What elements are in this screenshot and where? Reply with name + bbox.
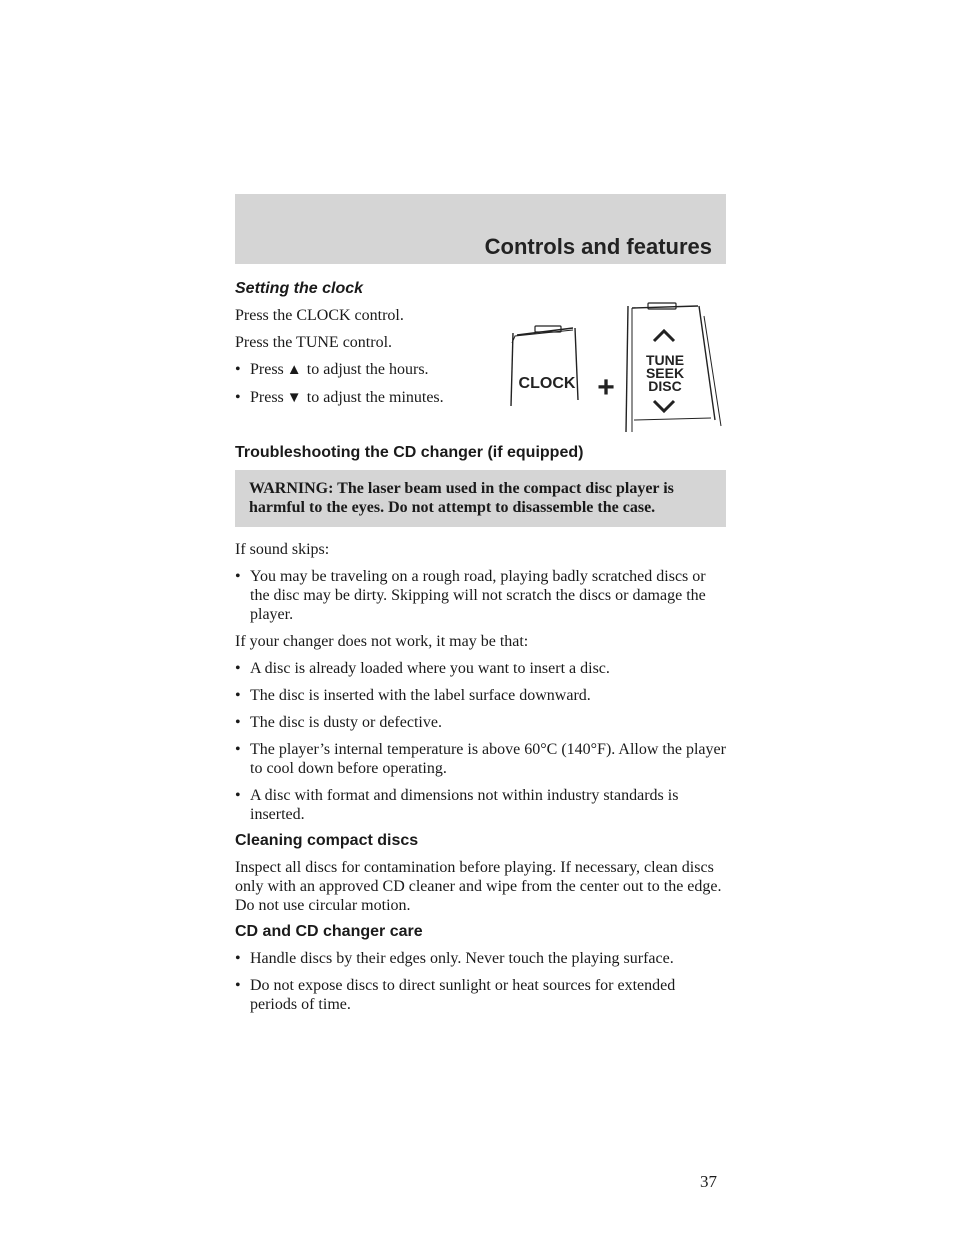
list-item: • You may be traveling on a rough road, playing badly scratched discs or the disc may be dirty. Skipping will not scratch the discs or damage the player.: [235, 567, 726, 624]
troubleshooting-heading: Troubleshooting the CD changer (if equipped): [235, 444, 584, 461]
clock-heading: Setting the clock: [235, 280, 364, 297]
clock-tune-diagram: [501, 296, 726, 432]
cleaning-body: Inspect all discs for contamination before playing. If necessary, clean discs only with an approved CD cleaner and wipe from the center out to the edge. Do not use circular motion.: [235, 859, 722, 914]
plus-sign: +: [597, 371, 615, 404]
clock-step-1: Press the CLOCK control.: [235, 307, 404, 324]
list-item: • The player’s internal temperature is above 60°C (140°F). Allow the player to cool down before operating.: [235, 740, 726, 778]
clock-button: [511, 326, 578, 406]
list-item: • Handle discs by their edges only. Never touch the playing surface.: [235, 949, 726, 968]
skips-intro: If sound skips:: [235, 541, 330, 558]
warning-box: WARNING: The laser beam used in the compact disc player is harmful to the eyes. Do not attempt to disassemble the case.: [235, 470, 726, 527]
clock-instructions: [235, 280, 485, 408]
list-item: • A disc is already loaded where you want to insert a disc.: [235, 659, 726, 678]
clock-section: [235, 280, 726, 432]
list-item: • A disc with format and dimensions not within industry standards is inserted.: [235, 786, 726, 824]
list-item: • The disc is inserted with the label surface downward.: [235, 686, 726, 705]
section-title: Controls and features: [484, 234, 712, 259]
clock-bullet-minutes: • Press ▼ to adjust the minutes.: [235, 388, 485, 408]
clock-step-2: Press the TUNE control.: [235, 334, 393, 351]
seek-label: SEEK: [645, 365, 685, 381]
page-content: [235, 276, 726, 1022]
skips-list: [235, 567, 726, 624]
tune-button: [626, 303, 721, 432]
notwork-list: [235, 659, 726, 824]
care-heading: CD and CD changer care: [235, 923, 423, 940]
cleaning-heading: Cleaning compact discs: [235, 832, 419, 849]
care-list: [235, 949, 726, 1014]
chevron-down-icon: [654, 401, 674, 411]
chevron-up-icon: [654, 331, 674, 341]
clock-button-label: CLOCK: [518, 375, 576, 392]
up-arrow-icon: ▲: [286, 362, 302, 378]
notwork-intro: If your changer does not work, it may be that:: [235, 633, 529, 650]
tune-label: TUNE: [645, 352, 685, 368]
list-item: • Do not expose discs to direct sunlight or heat sources for extended periods of time.: [235, 976, 726, 1014]
down-arrow-icon: ▼: [286, 390, 302, 406]
disc-label: DISC: [648, 378, 682, 394]
clock-bullet-hours: • Press ▲ to adjust the hours.: [235, 360, 485, 380]
section-header: [235, 194, 726, 264]
clock-bullets: [235, 360, 485, 408]
page-number: 37: [700, 1172, 717, 1191]
list-item: • The disc is dusty or defective.: [235, 713, 726, 732]
